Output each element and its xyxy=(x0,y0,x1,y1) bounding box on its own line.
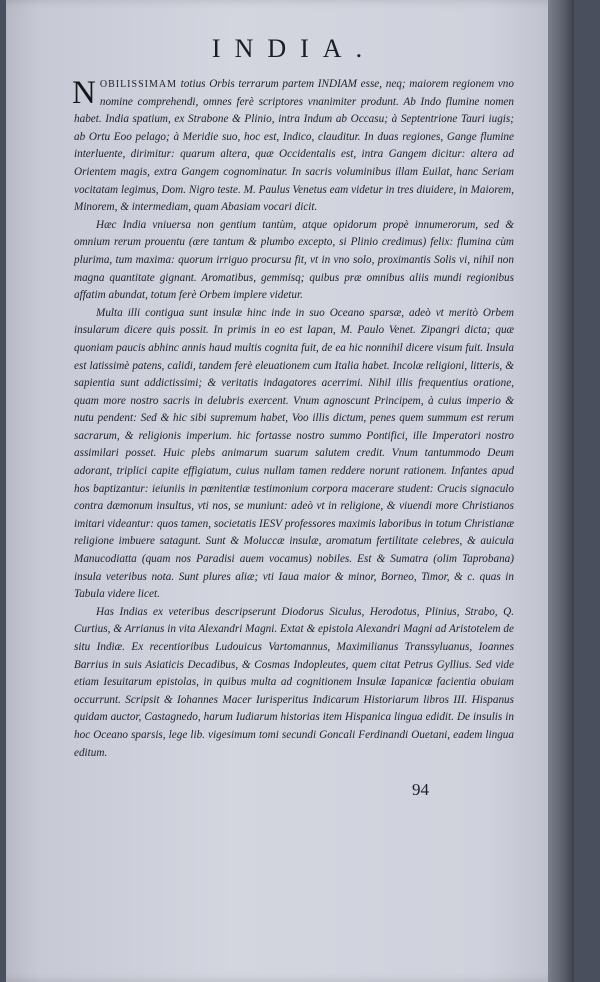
page-edge-shadow xyxy=(548,0,574,982)
first-word: OBILISSIMAM xyxy=(99,79,177,90)
paragraph-1-text: totius Orbis terrarum partem INDIAM esse, neq; maiorem regionem vno nomine comprehendi, omnes ferè scriptores vnanimiter produnt. Ab Indo flumine nomen habet. India spatium, ex Strabone & Plinio, intra Indum ab Occasu; à Septentrione Tauri iugis; ab Ortu Eoo pelago; à Meridie suo, hoc est, Indico, clauditur. In duas regiones, Gange flumine interluente, dirimitur: quarum altera, quæ Occidentalis est, intra Gangem dicitur: altera ad Orientem magis, extra Gangem cognominatur. In sacris voluminibus illam Euilat, hanc Seriam vocitatam legimus, Dom. Nigro teste. M. Paulus Venetus eam videtur in tres diuidere, in Maiorem, Minorem, & intermediam, quam Abasiam vocari dicit. xyxy=(74,78,514,214)
paragraph-2: Hæc India vniuersa non gentium tantùm, atque opidorum propè innumerorum, sed & omnium rerum prouentu (ære tantum & plumbo excepto, si Plinio credimus) felix: flumina cùm plurima, tum maxima: quorum irriguo procursu fit, vt in vno solo, proximantis Solis vi, nihil non magna quantitate gignant. Aromatibus, gemmisq; quibus præ omnibus aliis mundi regionibus affatim abundat, totum ferè Orbem implere videtur. xyxy=(74,218,514,302)
drop-cap: N xyxy=(72,75,96,111)
page-number: 94 xyxy=(412,780,429,799)
paragraph-3: Multa illi contigua sunt insulæ hinc inde in suo Oceano sparsæ, adeò vt meritò Orbem insularum dicere quis possit. In primis in eo est Iapan, M. Paulo Venet. Zipangri dicta; quæ quoniam paucis abhinc annis haud multis cognita fuit, de ea hic nonnihil dicere visum fuit. Insula est latissimè patens, calidi, tandem ferè eleuationem cum Italia habet. Incolæ religioni, litteris, & sapientia sunt addictissimi; & veritatis indagatores acerrimi. Nihil illis frequentius oratione, quam more nostro sacris in delubris exercent. Vnum agnoscunt Principem, à cuius imperio & nutu pendent: Sed & hic sibi supremum habet, Voo illis dictum, penes quem summum est rerum sacrarum, & religionis imperium. hic fortasse nostro summo Pontifici, ille Imperatori nostro assimilari posset. Huic plebs animarum suarum salutem credit. Vnum tantummodo Deum adorant, triplici capite effigiatum, cuius nullam tamen reddere norunt rationem. Infantes apud hos baptizantur: ieiuniis in pœnitentiæ testimonium corpora macerare student: Crucis signaculo contra dæmonum insultus, vti nos, se muniunt: adeò vt in religione, & viuendi more Christianos imitari videantur: quos tamen, societatis IESV professores maximis laboribus in totum Christianæ religione imbuere satagunt. Sunt & Moluccæ insulæ, aromatum fertilitate celebres, & auicula Manucodiatta (quam nos Paradisi auem vocamus) nobiles. Est & Sumatra (olim Taprobana) insula veteribus nota. Sunt plures aliæ; vti Iaua maior & minor, Borneo, Timor, & c. quas in Tabula videre licet. xyxy=(74,306,514,601)
book-page xyxy=(6,0,574,982)
paragraph-4: Has Indias ex veteribus descripserunt Diodorus Siculus, Herodotus, Plinius, Strabo, Q. Curtius, & Arrianus in vita Alexandri Magni. Extat & epistola Alexandri Magni ad Aristotelem de situ Indiæ. Ex recentioribus Ludouicus Vartomannus, Maximilianus Transsyluanus, Ioannes Barrius in suis Asiaticis Decadibus, & Cosmas Indopleutes, quem citat Petrus Gyllius. Sed vide etiam Iesuitarum epistolas, in quibus multa ad cognitionem Insulæ Iapanicæ facientia obuiam occurrunt. Scripsit & Iohannes Macer Iurisperitus Indicarum Historiarum libros III. Hispanus quidam auctor, Castagnedo, harum Iudiarum historias item Hispanica lingua edidit. De insulis in hoc Oceano sparsis, lege lib. vigesimum tomi secundi Goncali Ferdinandi Ouetani, eadem lingua editum. xyxy=(74,605,514,759)
paragraph-1 xyxy=(74,76,514,217)
text-body xyxy=(74,76,514,762)
page-title: INDIA. xyxy=(211,34,377,63)
